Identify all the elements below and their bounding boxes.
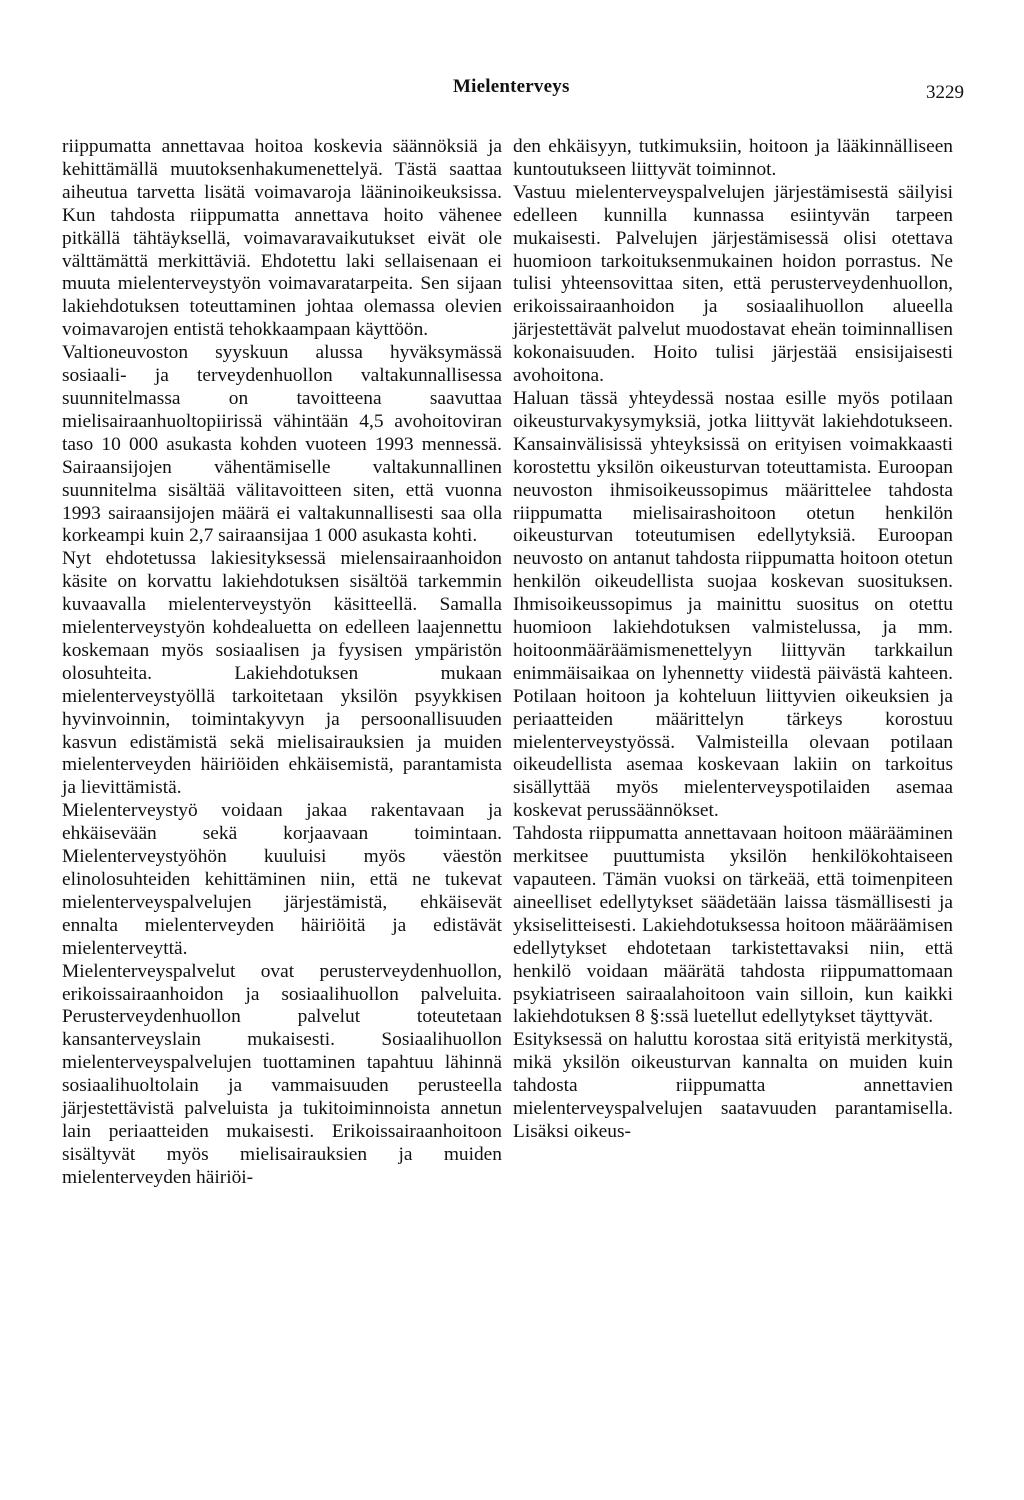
page-number: 3229 <box>926 82 964 103</box>
left-column <box>62 136 502 1190</box>
running-title: Mielenterveys <box>453 76 570 97</box>
paragraph: Valtioneuvoston syyskuun alussa hyväksymässä sosiaali- ja terveydenhuollon valtakunnallisessa suunnitelmassa on tavoitteena saavuttaa mielisairaanhuoltopiirissä vähintään 4,5 avohoitoviran taso 10 000 asukasta kohden vuoteen 1993 mennessä. Sairaansijojen vähentämiselle valtakunnallinen suunnitelma sisältää välitavoitteen siten, että vuonna 1993 sairaansijojen määrä ei valtakunnallisesti saa olla korkeampi kuin 2,7 sairaansijaa 1 000 asukasta kohti. <box>62 342 502 547</box>
paragraph: den ehkäisyyn, tutkimuksiin, hoitoon ja lääkinnälliseen kuntoutukseen liittyvät toiminnot. <box>513 136 953 180</box>
paragraph: Vastuu mielenterveyspalvelujen järjestämisestä säilyisi edelleen kunnilla kunnassa esiintyvän tarpeen mukaisesti. Palvelujen järjestämisessä olisi otettava huomioon tarkoituksenmukainen hoidon porrastus. Ne tulisi yhteensovittaa siten, että perusterveydenhuollon, erikoissairaanhoidon ja sosiaalihuollon alueella järjestettävät palvelut muodostavat eheän toiminnallisen kokonaisuuden. Hoito tulisi järjestää ensisijaisesti avohoitona. <box>513 181 953 387</box>
paragraph: Mielenterveyspalvelut ovat perusterveydenhuollon, erikoissairaanhoidon ja sosiaalihuollon palveluita. Perusterveydenhuollon palvelut toteutetaan kansanterveyslain mukaisesti. Sosiaalihuollon mielenterveyspalvelujen tuottaminen tapahtuu lähinnä sosiaalihuoltolain ja vammaisuuden perusteella järjestettävistä palveluista ja tukitoiminnoista annetun lain periaatteiden mukaisesti. Erikoissairaanhoitoon sisältyvät myös mielisairauksien ja muiden mielenterveyden häiriöi- <box>62 960 502 1188</box>
paragraph: Haluan tässä yhteydessä nostaa esille myös potilaan oikeusturvakysymyksiä, jotka liittyvät lakiehdotukseen. Kansainvälisissä yhteyksissä on erityisen voimakkaasti korostettu yksilön oikeusturvan toteuttamista. Euroopan neuvoston ihmisoikeussopimus määrittelee tahdosta riippumatta mielisairashoitoon otetun henkilön oikeusturvan toteutumisen edellytyksiä. Euroopan neuvosto on antanut tahdosta riippumatta hoitoon otetun henkilön oikeudellista suojaa koskevan suosituksen. Ihmisoikeussopimus ja mainittu suositus on otettu huomioon lakiehdotuksen valmistelussa, ja mm. hoitoonmääräämismenettelyyn liittyvän tarkkailun enimmäisaikaa on lyhennetty viidestä päivästä kahteen. Potilaan hoitoon ja kohteluun liittyvien oikeuksien ja periaatteiden määrittelyn tärkeys korostuu mielenterveystyössä. Valmisteilla olevaan potilaan oikeudellista asemaa koskevaan lakiin on tarkoitus sisällyttää myös mielenterveyspotilaiden asemaa koskevat perussäännökset. <box>513 387 953 822</box>
paragraph: Esityksessä on haluttu korostaa sitä erityistä merkitystä, mikä yksilön oikeusturvan kannalta on muiden kuin tahdosta riippumatta annettavien mielenterveyspalvelujen saatavuuden parantamisella. Lisäksi oikeus- <box>513 1029 953 1142</box>
paragraph: riippumatta annettavaa hoitoa koskevia säännöksiä ja kehittämällä muutoksenhakumenettelyä. Tästä saattaa aiheutua tarvetta lisätä voimavaroja lääninoikeuksissa. Kun tahdosta riippumatta annettava hoito vähenee pitkällä tähtäyksellä, voimavaravaikutukset eivät ole välttämättä merkittäviä. Ehdotettu laki sellaisenaan ei muuta mielenterveystyön voimavaratarpeita. Sen sijaan lakiehdotuksen toteuttaminen johtaa olemassa olevien voimavarojen entistä tehokkaampaan käyttöön. <box>62 136 502 341</box>
page-header <box>0 72 1024 102</box>
paragraph: Nyt ehdotetussa lakiesityksessä mielensairaanhoidon käsite on korvattu lakiehdotuksen sisältöä tarkemmin kuvaavalla mielenterveystyön käsitteellä. Samalla mielenterveystyön kohdealuetta on edelleen laajennettu koskemaan myös sosiaalisen ja fyysisen ympäristön olosuhteita. Lakiehdotuksen mukaan mielenterveystyöllä tarkoitetaan yksilön psyykkisen hyvinvoinnin, toimintakyvyn ja persoonallisuuden kasvun edistämistä sekä mielisairauksien ja muiden mielenterveyden häiriöiden ehkäisemistä, parantamista ja lievittämistä. <box>62 548 502 799</box>
paragraph: Tahdosta riippumatta annettavaan hoitoon määrääminen merkitsee puuttumista yksilön henkilökohtaiseen vapauteen. Tämän vuoksi on tärkeää, että toimenpiteen aineelliset edellytykset säädetään laissa täsmällisesti ja yksiselitteisesti. Lakiehdotuksessa hoitoon määräämisen edellytykset ehdotetaan tarkistettavaksi niin, että henkilö voidaan määrätä tahdosta riippumattomaan psykiatriseen sairaalahoitoon vain silloin, kun kaikki lakiehdotuksen 8 §:ssä luetellut edellytykset täyttyvät. <box>513 823 953 1028</box>
paragraph: Mielenterveystyö voidaan jakaa rakentavaan ja ehkäisevään sekä korjaavaan toimintaan. Mielenterveystyöhön kuuluisi myös väestön elinolosuhteiden kehittäminen niin, että ne tukevat mielenterveyspalvelujen järjestämistä, ehkäisevät ennalta mielenterveyden häiriöitä ja edistävät mielenterveyttä. <box>62 800 502 959</box>
right-column <box>513 136 953 1144</box>
